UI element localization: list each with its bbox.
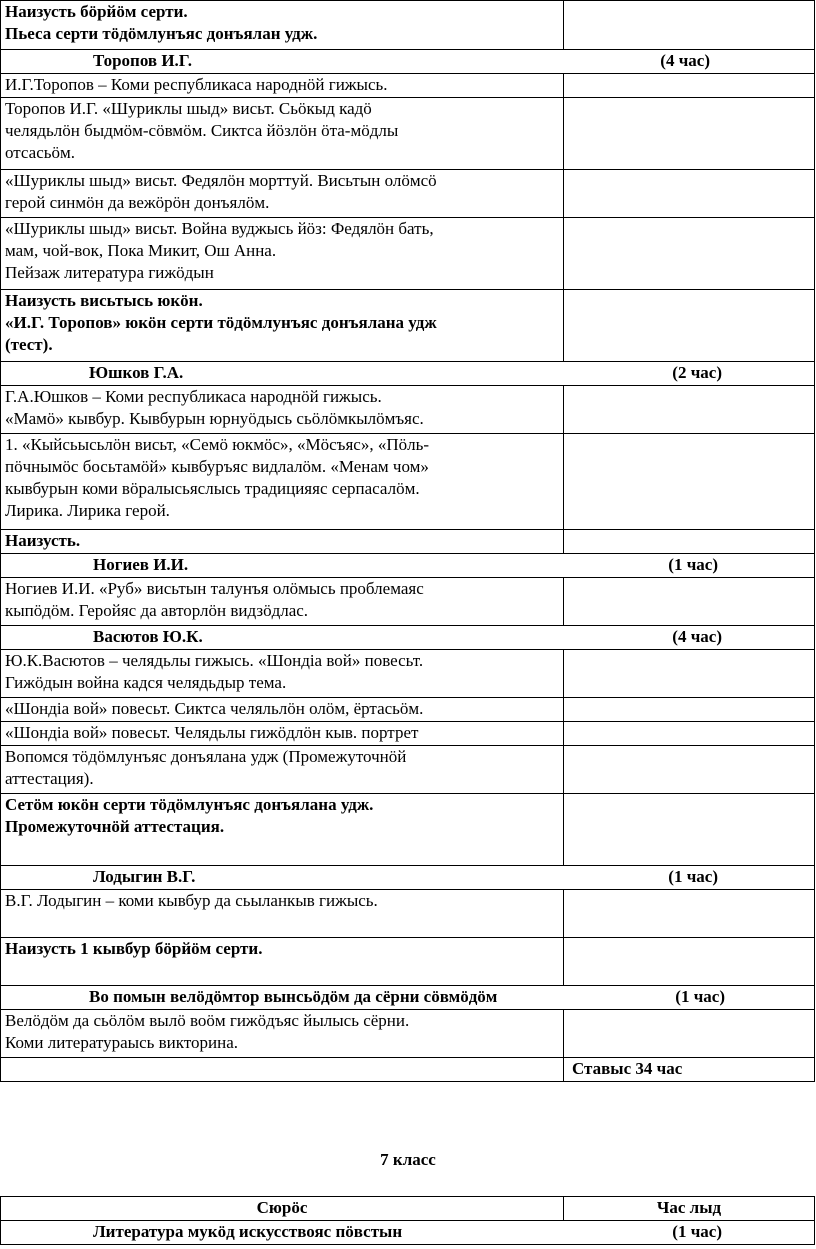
total-empty-cell [1,1058,564,1082]
topic-line: «Шондіа вой» повесьт. Сиктса челяльлӧн олӧм, ёртасьӧм. [5,699,424,718]
topic-cell [1,386,564,434]
table-row [1,530,815,554]
table-header-row [1,1197,815,1221]
topic-cell [1,218,564,290]
topic-line: герой синмӧн да вежӧрӧн донъялӧм. [5,193,270,212]
section-row [1,626,815,650]
hours-cell [564,1010,815,1058]
topic-cell [1,722,564,746]
section-name: Ногиев И.И. [93,555,189,574]
topic-line: Коми литератураысь викторина. [5,1033,239,1052]
section-name: Лодыгин В.Г. [93,867,196,886]
hours-cell [564,218,815,290]
table-row [1,386,815,434]
topic-line: (тест). [5,335,53,354]
topic-line: Пьеса серти тӧдӧмлунъяс донъялан удж. [5,24,318,43]
total-row [1,1058,815,1082]
hours-cell [564,794,815,866]
table-row [1,290,815,362]
topic-line: мам, чой-вок, Пока Микит, Ош Анна. [5,241,277,260]
topic-cell [1,290,564,362]
topic-line: кывбурын коми вӧралысьяслысь традицияяс серпасалӧм. [5,479,420,498]
topic-line: челядьлӧн быдмӧм-сӧвмӧм. Сиктса йӧзлӧн ӧта-мӧдлы [5,121,399,140]
hours-cell [564,890,815,938]
topic-line: Вопомся тӧдӧмлунъяс донъялана удж (Промежуточнӧй [5,747,407,766]
topic-line: пӧчнымӧс босьтамӧй» кывбуръяс видлалӧм. «Менам чом» [5,457,429,476]
section-row [1,362,815,386]
section-hours: (1 час) [672,1222,722,1241]
hours-cell [564,578,815,626]
topic-cell [1,650,564,698]
topic-cell [1,170,564,218]
section-hours: (2 час) [672,363,722,382]
table-row [1,722,815,746]
topic-line: Промежуточнӧй аттестация. [5,817,225,836]
section-row [1,866,815,890]
curriculum-table-7 [0,1196,815,1245]
topic-line: «Шуриклы шыд» висьт. Федялӧн морттуй. Висьтын олӧмсӧ [5,171,437,190]
section-hours: (1 час) [675,987,725,1006]
topic-line: Велӧдӧм да сьӧлӧм вылӧ воӧм гижӧдъяс йылысь сёрни. [5,1011,410,1030]
section-name: Литература мукӧд искусствояс пӧвстын [93,1222,403,1241]
header-hours: Час лыд [564,1197,815,1221]
topic-cell [1,890,564,938]
hours-cell [564,386,815,434]
total-hours: Ставыс 34 час [564,1058,815,1082]
table-row [1,74,815,98]
topic-cell [1,1,564,50]
section-hours: (1 час) [668,867,718,886]
topic-line: Наизусть 1 кывбур бӧрйӧм серти. [5,939,263,958]
topic-line: Ногиев И.И. «Руб» висьтын талунъя олӧмысь проблемаяс [5,579,424,598]
table-row [1,98,815,170]
topic-line: 1. «Кыйсьысьлӧн висьт, «Семӧ юкмӧс», «Мӧсъяс», «Пӧль- [5,435,429,454]
topic-line: «И.Г. Торопов» юкӧн серти тӧдӧмлунъяс донъялана удж [5,313,437,332]
table-row [1,746,815,794]
topic-cell [1,74,564,98]
topic-cell [1,434,564,530]
table-row [1,170,815,218]
section-row [1,1221,815,1245]
topic-line: Наизусть. [5,531,81,550]
topic-cell [1,98,564,170]
topic-cell [1,530,564,554]
hours-cell [564,530,815,554]
hours-cell [564,650,815,698]
hours-cell [564,938,815,986]
hours-cell [564,98,815,170]
topic-cell [1,578,564,626]
topic-line: Г.А.Юшков – Коми республикаса народнӧй гижысь. [5,387,382,406]
section-name: Васютов Ю.К. [93,627,203,646]
section-hours: (4 час) [660,51,710,70]
topic-cell [1,938,564,986]
table-row [1,1,815,50]
topic-line: Лирика. Лирика герой. [5,501,170,520]
section-row [1,986,815,1010]
table-row [1,794,815,866]
topic-line: Пейзаж литература гижӧдын [5,263,214,282]
section-row [1,50,815,74]
hours-cell [564,722,815,746]
hours-cell [564,170,815,218]
hours-cell [564,290,815,362]
topic-line: Сетӧм юкӧн серти тӧдӧмлунъяс донъялана удж. [5,795,374,814]
table-row [1,650,815,698]
topic-line: «Мамӧ» кывбур. Кывбурын юрнуӧдысь сьӧлӧмкылӧмъяс. [5,409,424,428]
section-hours: (1 час) [668,555,718,574]
hours-cell [564,74,815,98]
topic-line: отсасьӧм. [5,143,76,162]
topic-line: «Шондіа вой» повесьт. Челядьлы гижӧдлӧн кыв. портрет [5,723,419,742]
topic-line: аттестация). [5,769,94,788]
topic-cell [1,794,564,866]
table-row [1,890,815,938]
section-name: Торопов И.Г. [93,51,192,70]
topic-cell [1,1010,564,1058]
topic-line: Ю.К.Васютов – челядьлы гижысь. «Шондіа вой» повесьт. [5,651,424,670]
section-name: Во помын велӧдӧмтор вынсьӧдӧм да сёрни сӧвмӧдӧм [89,987,498,1006]
section-name: Юшков Г.А. [89,363,184,382]
topic-line: кыпӧдӧм. Геройяс да авторлӧн видзӧдлас. [5,601,309,620]
topic-cell [1,698,564,722]
table-row [1,434,815,530]
table-row [1,218,815,290]
topic-line: И.Г.Торопов – Коми республикаса народнӧй гижысь. [5,75,388,94]
section-hours: (4 час) [672,627,722,646]
class-title: 7 класс [380,1150,436,1169]
topic-line: Торопов И.Г. «Шуриклы шыд» висьт. Сьӧкыд кадӧ [5,99,372,118]
table-row [1,1010,815,1058]
hours-cell [564,1,815,50]
hours-cell [564,698,815,722]
topic-line: В.Г. Лодыгин – коми кывбур да сьыланкыв гижысь. [5,891,378,910]
topic-cell [1,746,564,794]
hours-cell [564,434,815,530]
hours-cell [564,746,815,794]
header-topic: Сюрӧс [1,1197,564,1221]
table-row [1,578,815,626]
section-row [1,554,815,578]
table-row [1,938,815,986]
topic-line: «Шуриклы шыд» висьт. Война вуджысь йӧз: Федялӧн бать, [5,219,434,238]
topic-line: Наизусть висьтысь юкӧн. [5,291,203,310]
table-row [1,698,815,722]
topic-line: Наизусть бӧрйӧм серти. [5,2,188,21]
topic-line: Гижӧдын война кадся челядьдыр тема. [5,673,287,692]
